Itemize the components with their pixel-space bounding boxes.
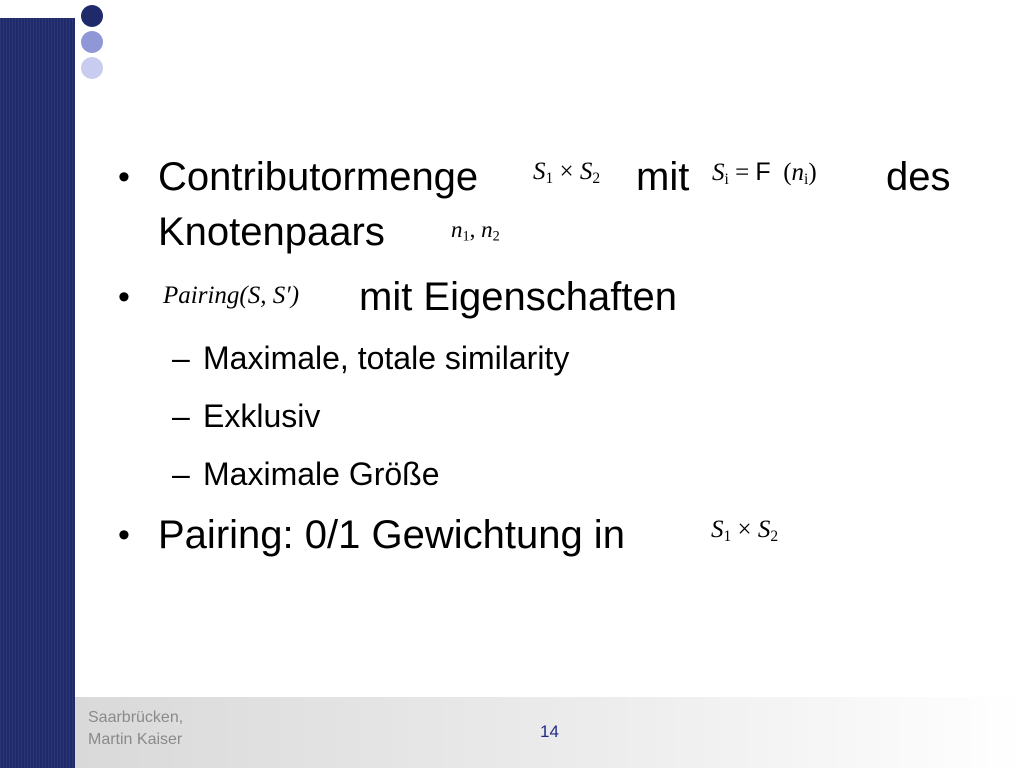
bullet-2-text: mit Eigenschaften <box>359 275 677 319</box>
sub-bullet-dash: – <box>172 340 190 376</box>
footer-author <box>88 707 183 751</box>
footer-name: Martin Kaiser <box>88 731 183 748</box>
sub-bullet-2: Exklusiv <box>203 398 321 434</box>
bullet-glyph: • <box>118 158 130 196</box>
sub-bullet-1: Maximale, totale similarity <box>203 340 570 376</box>
bullet-1-text-middle: mit <box>636 155 690 199</box>
math-s1-times-s2: $S_1 \times S_2$ <box>711 516 779 545</box>
page-number: 14 <box>540 722 559 741</box>
bullet-1-text-after: des <box>886 155 951 199</box>
sub-bullet-dash: – <box>172 456 190 492</box>
math-pairing: Pairing(S, S′) <box>163 282 300 309</box>
sub-bullet-dash: – <box>172 398 190 434</box>
bullet-1-text-before: Contributormenge <box>158 155 479 199</box>
bullet-glyph: • <box>118 278 130 316</box>
footer-location: Saarbrücken, <box>88 709 184 726</box>
footer-bar <box>75 697 1024 768</box>
bullet-1-line-2: Knotenpaars <box>158 210 385 254</box>
decor-dot-dark <box>81 5 103 27</box>
math-si-def: $S_i = F$ $(n_i)$ <box>712 158 817 188</box>
decor-dot-light <box>81 57 103 79</box>
decor-dot-mid <box>81 31 103 53</box>
sidebar-stripe <box>0 18 75 768</box>
bullet-3-text: Pairing: 0/1 Gewichtung in <box>158 513 625 557</box>
bullet-glyph: • <box>118 516 130 554</box>
sub-bullet-3: Maximale Größe <box>203 456 440 492</box>
math-s1-times-s2: $S_1 \times S_2$ <box>533 158 601 187</box>
math-n1-n2: $n_1$, $n_2$ <box>451 217 500 245</box>
